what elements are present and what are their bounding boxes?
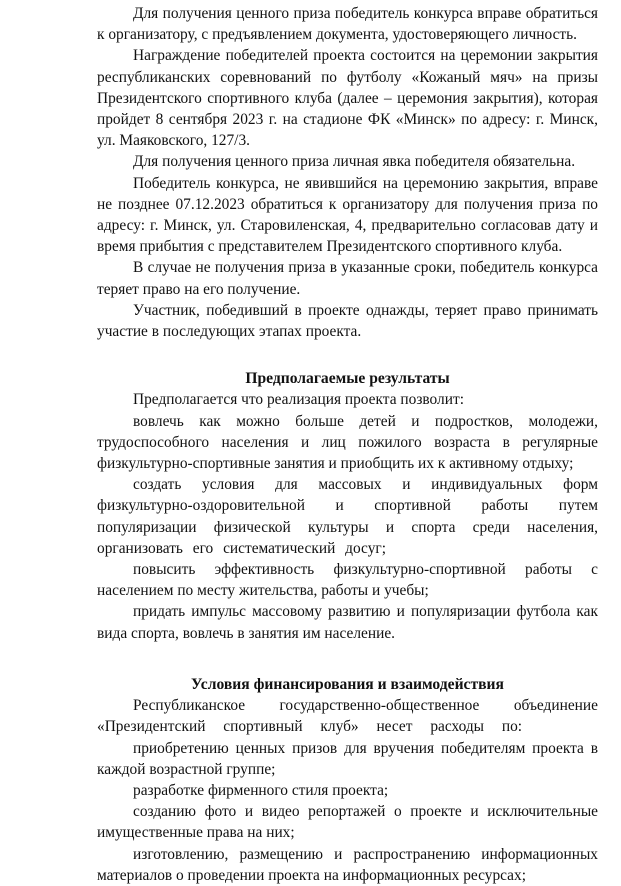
document-page [0, 3, 621, 884]
results-item-involve: вовлечь как можно больше детей и подростков, молодежи, трудоспособного населения и лиц пожилого возраста в регулярные физкультурно-спортивные занятия и приобщить их к активному отдыху; [97, 412, 598, 473]
results-item-conditions: создать условия для массовых и индивидуальных форм физкультурно-оздоровительной и спортивной работы путем популяризации физической культуры и спорта среди населения, организовать его систематический досуг; [97, 476, 598, 557]
paragraph-award-ceremony: Награждение победителей проекта состоится на церемонии закрытия республиканских соревнований по футболу «Кожаный мяч» на призы Президентского спортивного клуба (далее – церемония закрытия), которая пройдет 8 сентября 2023 г. на стадионе ФК «Минск» по адресу: г. Минск, ул. Маяковского, 127/3. [97, 47, 598, 150]
results-item-football: придать импульс массовому развитию и популяризации футбола как вида спорта, вовлечь в занятия им население. [97, 603, 598, 642]
paragraph-late-claim: Победитель конкурса, не явившийся на церемонию закрытия, вправе не позднее 07.12.2023 обратиться к организатору для получения приза по адресу: г. Минск, ул. Старовиленская, 4, предварительно согласовав дату и время прибытия с представителем Президентского спортивного клуба. [97, 174, 598, 256]
section-heading-financing: Условия финансирования и взаимодействия [191, 675, 504, 693]
paragraph-prize-documents: Для получения ценного приза победитель конкурса вправе обратиться к организатору, с предъявлением документа, удостоверяющего личность. [97, 5, 598, 44]
financing-item-prizes: приобретению ценных призов для вручения победителям проекта в каждой возрастной группе; [97, 739, 598, 778]
results-intro: Предполагается что реализация проекта позволит: [133, 391, 464, 409]
section-heading-expected-results: Предполагаемые результаты [245, 370, 450, 388]
financing-item-media: созданию фото и видео репортажей о проекте и исключительные имущественные права на них; [97, 803, 598, 842]
financing-item-materials: изготовлению, размещению и распространению информационных материалов о проведении проекта на информационных ресурсах; [97, 845, 598, 884]
financing-intro: Республиканское государственно-общественное объединение «Президентский спортивный клуб» несет расходы по: [97, 697, 598, 736]
results-item-efficiency: повысить эффективность физкультурно-спортивной работы с населением по месту жительства, работы и учебы; [97, 561, 598, 600]
financing-item-branding: разработке фирменного стиля проекта; [133, 781, 389, 799]
paragraph-prize-forfeit: В случае не получения приза в указанные сроки, победитель конкурса теряет право на его получение. [97, 259, 598, 298]
paragraph-personal-attendance: Для получения ценного приза личная явка победителя обязательна. [133, 153, 576, 171]
paragraph-repeat-winner: Участник, победивший в проекте однажды, теряет право принимать участие в последующих этапах проекта. [97, 301, 598, 341]
